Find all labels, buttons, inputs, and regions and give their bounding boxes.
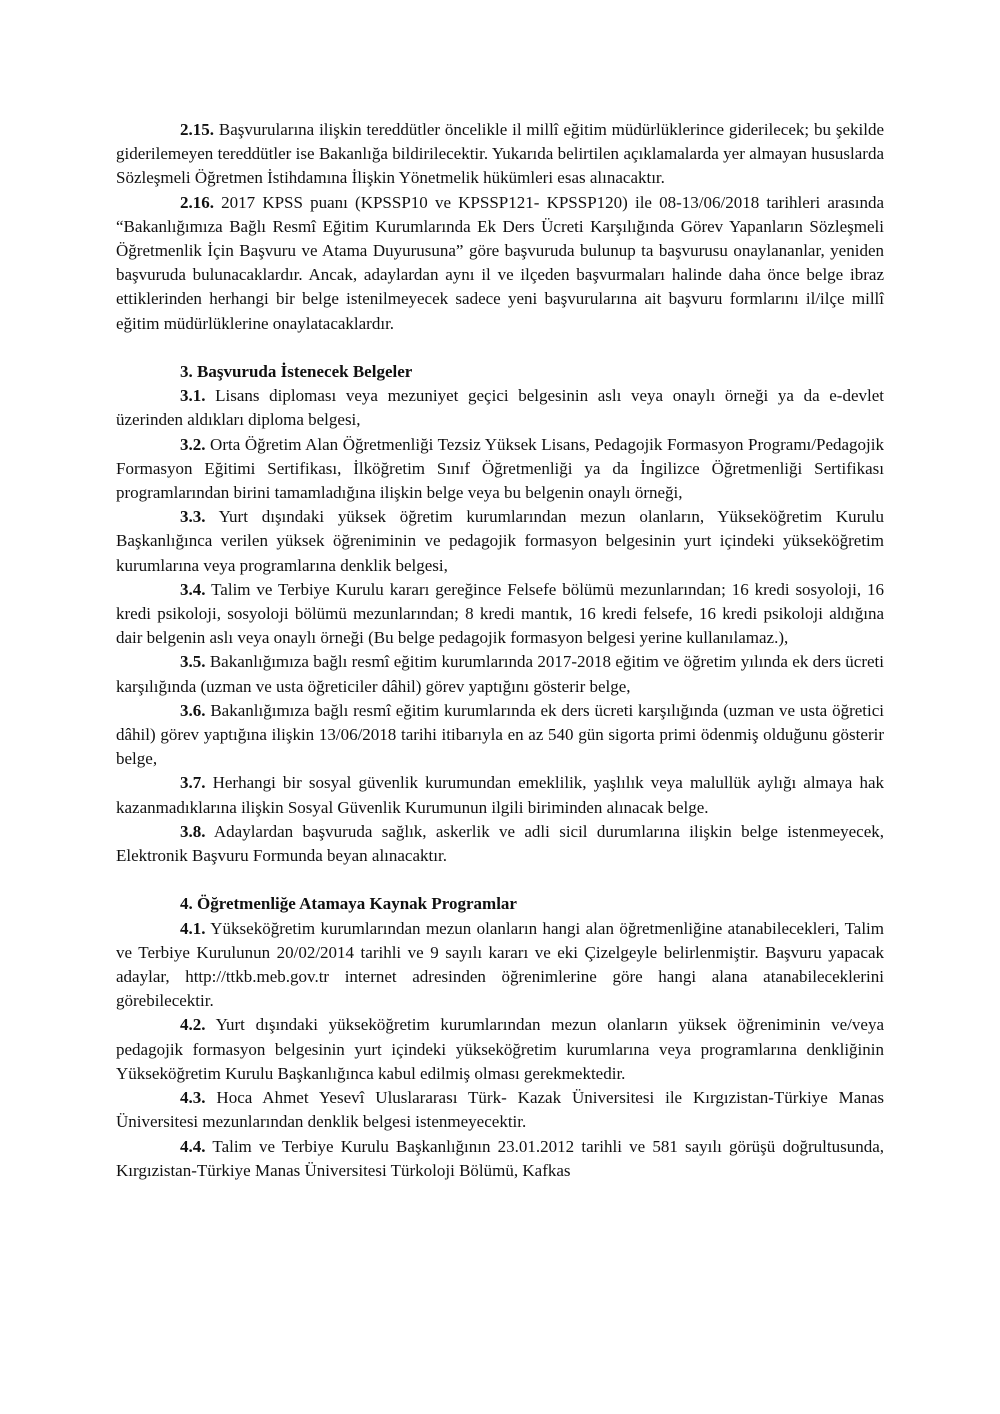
item-text: Orta Öğretim Alan Öğretmenliği Tezsiz Yüksek Lisans, Pedagojik Formasyon Programı/Pedagojik Formasyon Eğitimi Sertifikası, İlköğretim Sınıf Öğretmenliği ya da İngilizce Öğretmenliği Sertifikası programlarından birini tamamladığına ilişkin belge veya bu belgenin onaylı örneği, (116, 434, 884, 503)
section-4 (116, 892, 884, 1182)
section-3 (116, 360, 884, 868)
item-number: 3.1. (180, 386, 206, 406)
item-text: Talim ve Terbiye Kurulu Başkanlığının 23.01.2012 tarihli ve 581 sayılı görüşü doğrultusunda, Kırgızistan-Türkiye Manas Üniversitesi Türkoloji Bölümü, Kafkas (116, 1136, 884, 1180)
paragraph-4-4 (116, 1135, 884, 1183)
item-text: 2017 KPSS puanı (KPSSP10 ve KPSSP121- KPSSP120) ile 08-13/06/2018 tarihleri arasında “Bakanlığımıza Bağlı Resmî Eğitim Kurumlarında Ek Ders Ücreti Karşılığında Görev Yapanların Sözleşmeli Öğretmenlik İçin Başvuru ve Atama Duyurusuna” göre başvuruda bulunup ta başvurusu onaylananlar, yeniden başvuruda bulunacaklardır. Ancak, adaylardan aynı il ve ilçeden başvurmaları halinde daha önce belge ibraz ettiklerinden herhangi bir belge istenilmeyecek sadece yeni başvurularına ait başvuru formlarını il/ilçe millî eğitim müdürlüklerine onaylatacaklardır. (116, 192, 884, 333)
item-number: 3.3. (180, 507, 206, 527)
section-2 (116, 118, 884, 336)
item-text: Bakanlığımıza bağlı resmî eğitim kurumlarında ek ders ücreti karşılığında (uzman ve usta öğretici dâhil) görev yaptığına ilişkin 13/06/2018 tarihi itibarıyla en az 540 gün sigorta primi ödenmiş olduğunu gösterir belge, (116, 700, 884, 769)
item-text: Yurt dışındaki yükseköğretim kurumlarından mezun olanların yüksek öğreniminin ve/veya pedagojik formasyon belgesinin yurt içindeki yükseköğretim kurumlarına veya programlarına denkliğinin Yükseköğretim Kurulu Başkanlığınca kabul edilmiş olması gerekmektedir. (116, 1015, 884, 1083)
spacer (116, 868, 884, 892)
paragraph-3-3 (116, 505, 884, 578)
item-text: Herhangi bir sosyal güvenlik kurumundan emeklilik, yaşlılık veya malullük aylığı almaya hak kazanmadıklarına ilişkin Sosyal Güvenlik Kurumunun ilgili biriminden alınacak belge. (116, 773, 884, 817)
paragraph-3-4 (116, 578, 884, 651)
item-number: 3.6. (180, 700, 206, 720)
spacer (116, 336, 884, 360)
item-text: Adaylardan başvuruda sağlık, askerlik ve adli sicil durumlarına ilişkin belge istenmeyecek, Elektronik Başvuru Formunda beyan alınacaktır. (116, 821, 884, 866)
item-text: Başvurularına ilişkin tereddütler öncelikle il millî eğitim müdürlüklerince giderilecek; bu şekilde giderilemeyen tereddütler ise Bakanlığa bildirilecektir. Yukarıda belirtilen açıklamalarda yer almayan hususlarda Sözleşmeli Öğretmen İstihdamına İlişkin Yönetmelik hükümleri esas alınacaktır. (116, 120, 884, 188)
paragraph-2-15 (116, 118, 884, 191)
paragraph-3-8 (116, 820, 884, 868)
section-heading: 4. Öğretmenliğe Atamaya Kaynak Programlar (180, 894, 517, 914)
item-number: 3.5. (180, 652, 206, 672)
paragraph-4-1 (116, 917, 884, 1014)
item-number: 4.1. (180, 918, 206, 938)
item-number: 4.2. (180, 1015, 206, 1035)
paragraph-3-7 (116, 771, 884, 819)
item-text: Yurt dışındaki yüksek öğretim kurumlarından mezun olanların, Yükseköğretim Kurulu Başkanlığınca verilen yüksek öğreniminin ve pedagojik formasyon belgesinin yurt içindeki yükseköğretim kurumlarına veya programlarına denklik belgesi, (116, 507, 884, 575)
item-number: 3.8. (180, 821, 206, 841)
item-number: 3.2. (180, 434, 206, 454)
paragraph-3-1 (116, 384, 884, 432)
item-number: 3.7. (180, 773, 206, 793)
paragraph-2-16 (116, 191, 884, 336)
section-heading: 3. Başvuruda İstenecek Belgeler (180, 362, 413, 382)
paragraph-4-2 (116, 1013, 884, 1086)
paragraph-3-2 (116, 433, 884, 506)
paragraph-3-5 (116, 650, 884, 698)
paragraph-3-6 (116, 699, 884, 772)
item-text: Talim ve Terbiye Kurulu kararı gereğince Felsefe bölümü mezunlarından; 16 kredi sosyoloji, 16 kredi psikoloji, sosyoloji bölümü mezunlarından; 8 kredi mantık, 16 kredi felsefe, 16 kredi psikoloji aldığına dair belgenin aslı veya onaylı örneği (Bu belge pedagojik formasyon belgesi yerine kullanılamaz.), (116, 579, 884, 648)
item-number: 2.15. (180, 120, 214, 139)
item-text: Lisans diploması veya mezuniyet geçici belgesinin aslı veya onaylı örneği ya da e-devlet üzerinden aldıkları diploma belgesi, (116, 386, 884, 430)
item-number: 4.4. (180, 1136, 206, 1156)
item-text: Yükseköğretim kurumlarından mezun olanların hangi alan öğretmenliğine atanabilecekleri, Talim ve Terbiye Kurulunun 20/02/2014 tarihli ve 9 sayılı kararı ve eki Çizelgeyle belirlenmiştir. Başvuru yapacak adaylar, http://ttkb.meb.gov.tr internet adresinden öğrenimlerine göre hangi alana atanabileceklerini görebilecektir. (116, 918, 884, 1011)
item-text: Bakanlığımıza bağlı resmî eğitim kurumlarında 2017-2018 eğitim ve öğretim yılında ek ders ücreti karşılığında (uzman ve usta öğreticiler dâhil) görev yaptığını gösterir belge, (116, 652, 884, 696)
item-number: 4.3. (180, 1088, 206, 1108)
item-text: Hoca Ahmet Yesevî Uluslararası Türk- Kazak Üniversitesi ile Kırgızistan-Türkiye Manas Üniversitesi mezunlarından denklik belgesi istenmeyecektir. (116, 1088, 884, 1132)
paragraph-4-3 (116, 1086, 884, 1134)
item-number: 2.16. (180, 192, 214, 212)
item-number: 3.4. (180, 579, 206, 599)
